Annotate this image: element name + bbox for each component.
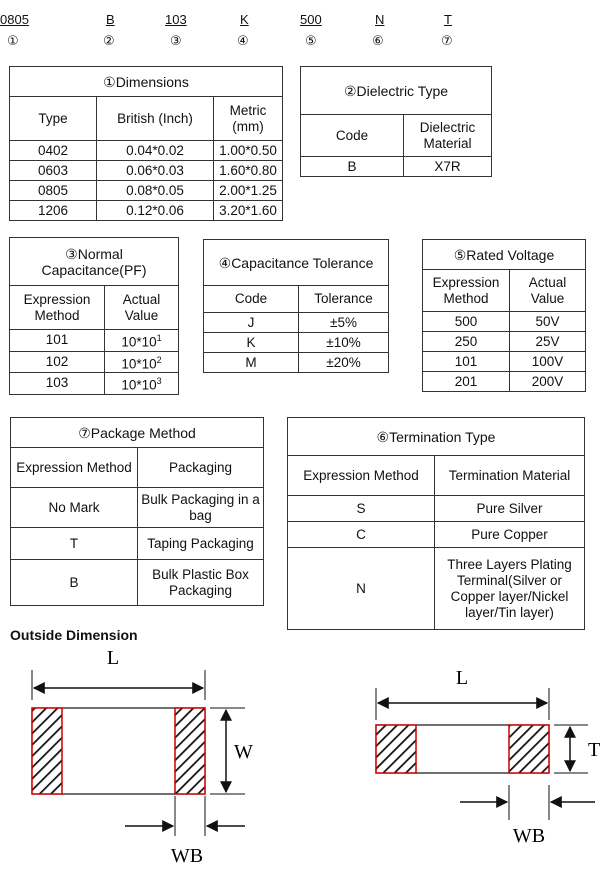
- dimensions-header-british: British (Inch): [97, 97, 214, 141]
- band-label: WB: [170, 845, 204, 867]
- part-code-index-5: ⑤: [305, 34, 317, 49]
- dimensions-cell: 1206: [10, 201, 97, 221]
- dielectric-header-code: Code: [301, 115, 404, 157]
- dimensions-title: ①Dimensions: [10, 67, 283, 97]
- voltage-cell: 100V: [510, 352, 586, 372]
- capacitance-value-cell: [105, 351, 179, 373]
- dielectric-header-material: Dielectric Material: [404, 115, 492, 157]
- termination-cell: Three Layers Plating Terminal(Silver or Copper layer/Nickel layer/Tin layer): [435, 548, 585, 630]
- dielectric-cell: B: [301, 157, 404, 177]
- part-code-termination: N: [375, 12, 385, 27]
- voltage-cell: 25V: [510, 332, 586, 352]
- capacitance-table: [9, 237, 179, 395]
- dimensions-cell: 1.60*0.80: [214, 161, 283, 181]
- capacitance-cell: 101: [10, 330, 105, 352]
- top-view-diagram: [0, 640, 300, 872]
- voltage-cell: 50V: [510, 312, 586, 332]
- capacitance-exponent: 3: [156, 376, 162, 386]
- dimensions-cell: 0603: [10, 161, 97, 181]
- dimensions-table: [9, 66, 283, 221]
- dimensions-cell: 0805: [10, 181, 97, 201]
- side-view-diagram: [300, 640, 600, 872]
- band-label: WB: [512, 825, 546, 847]
- voltage-title: ⑤Rated Voltage: [423, 240, 586, 270]
- right-terminal: [509, 725, 549, 773]
- dimensions-cell: 0.04*0.02: [97, 141, 214, 161]
- capacitance-base: 10*10: [121, 334, 157, 350]
- dimensions-cell: 2.00*1.25: [214, 181, 283, 201]
- dielectric-table: [300, 66, 492, 177]
- part-code-voltage: 500: [300, 12, 322, 27]
- part-code-index-1: ①: [7, 34, 19, 49]
- package-cell: Bulk Packaging in a bag: [138, 488, 264, 528]
- part-code-size: 0805: [0, 12, 29, 27]
- right-terminal: [175, 708, 205, 794]
- capacitance-title: ③Normal Capacitance(PF): [10, 238, 179, 286]
- capacitance-base: 10*10: [121, 377, 157, 393]
- capacitance-value-cell: [105, 373, 179, 395]
- package-cell: No Mark: [11, 488, 138, 528]
- voltage-cell: 500: [423, 312, 510, 332]
- part-code-index-6: ⑥: [372, 34, 384, 49]
- tolerance-cell: ±5%: [299, 313, 389, 333]
- voltage-cell: 201: [423, 372, 510, 392]
- tolerance-table: [203, 239, 389, 373]
- package-cell: B: [11, 560, 138, 606]
- length-label: L: [106, 647, 120, 669]
- dimensions-cell: 1.00*0.50: [214, 141, 283, 161]
- capacitance-exponent: 1: [156, 333, 162, 343]
- termination-header-method: Expression Method: [288, 456, 435, 496]
- dimensions-cell: 3.20*1.60: [214, 201, 283, 221]
- part-code-index-7: ⑦: [441, 34, 453, 49]
- termination-cell: S: [288, 496, 435, 522]
- termination-header-material: Termination Material: [435, 456, 585, 496]
- voltage-header-method: Expression Method: [423, 270, 510, 312]
- termination-cell: C: [288, 522, 435, 548]
- dimensions-cell: 0.06*0.03: [97, 161, 214, 181]
- left-terminal: [376, 725, 416, 773]
- voltage-cell: 101: [423, 352, 510, 372]
- part-code-dielectric: B: [106, 12, 115, 27]
- dimensions-cell: 0.12*0.06: [97, 201, 214, 221]
- capacitance-cell: 102: [10, 351, 105, 373]
- termination-table: [287, 417, 585, 630]
- tolerance-cell: ±20%: [299, 353, 389, 373]
- capacitance-header-method: Expression Method: [10, 286, 105, 330]
- tolerance-header-code: Code: [204, 286, 299, 313]
- package-cell: Taping Packaging: [138, 528, 264, 560]
- dimensions-cell: 0402: [10, 141, 97, 161]
- tolerance-cell: ±10%: [299, 333, 389, 353]
- left-terminal: [32, 708, 62, 794]
- capacitance-header-value: Actual Value: [105, 286, 179, 330]
- package-table: [10, 417, 264, 606]
- package-cell: T: [11, 528, 138, 560]
- dimensions-header-type: Type: [10, 97, 97, 141]
- tolerance-header-tolerance: Tolerance: [299, 286, 389, 313]
- termination-cell: N: [288, 548, 435, 630]
- part-code-tolerance: K: [240, 12, 249, 27]
- dielectric-cell: X7R: [404, 157, 492, 177]
- capacitance-cell: 103: [10, 373, 105, 395]
- termination-cell: Pure Silver: [435, 496, 585, 522]
- tolerance-cell: M: [204, 353, 299, 373]
- tolerance-cell: K: [204, 333, 299, 353]
- width-label: W: [234, 741, 253, 763]
- length-label: L: [455, 667, 469, 689]
- part-code-capacitance: 103: [165, 12, 187, 27]
- package-title: ⑦Package Method: [11, 418, 264, 448]
- part-code-index-2: ②: [103, 34, 115, 49]
- thickness-label: T: [588, 739, 600, 761]
- part-code-row: [0, 12, 600, 52]
- tolerance-title: ④Capacitance Tolerance: [204, 240, 389, 286]
- termination-cell: Pure Copper: [435, 522, 585, 548]
- voltage-cell: 200V: [510, 372, 586, 392]
- capacitance-base: 10*10: [121, 356, 157, 371]
- voltage-cell: 250: [423, 332, 510, 352]
- voltage-header-value: Actual Value: [510, 270, 586, 312]
- termination-title: ⑥Termination Type: [288, 418, 585, 456]
- tolerance-cell: J: [204, 313, 299, 333]
- dielectric-title: ②Dielectric Type: [301, 67, 492, 115]
- voltage-table: [422, 239, 586, 392]
- package-header-method: Expression Method: [11, 448, 138, 488]
- capacitance-exponent: 2: [156, 354, 162, 365]
- dimensions-cell: 0.08*0.05: [97, 181, 214, 201]
- package-header-packaging: Packaging: [138, 448, 264, 488]
- outside-dimension-heading: Outside Dimension: [10, 627, 138, 643]
- part-code-package: T: [444, 12, 452, 27]
- capacitance-value-cell: [105, 330, 179, 352]
- part-code-index-3: ③: [170, 34, 182, 49]
- part-code-index-4: ④: [237, 34, 249, 49]
- package-cell: Bulk Plastic Box Packaging: [138, 560, 264, 606]
- dimensions-header-metric: Metric (mm): [214, 97, 283, 141]
